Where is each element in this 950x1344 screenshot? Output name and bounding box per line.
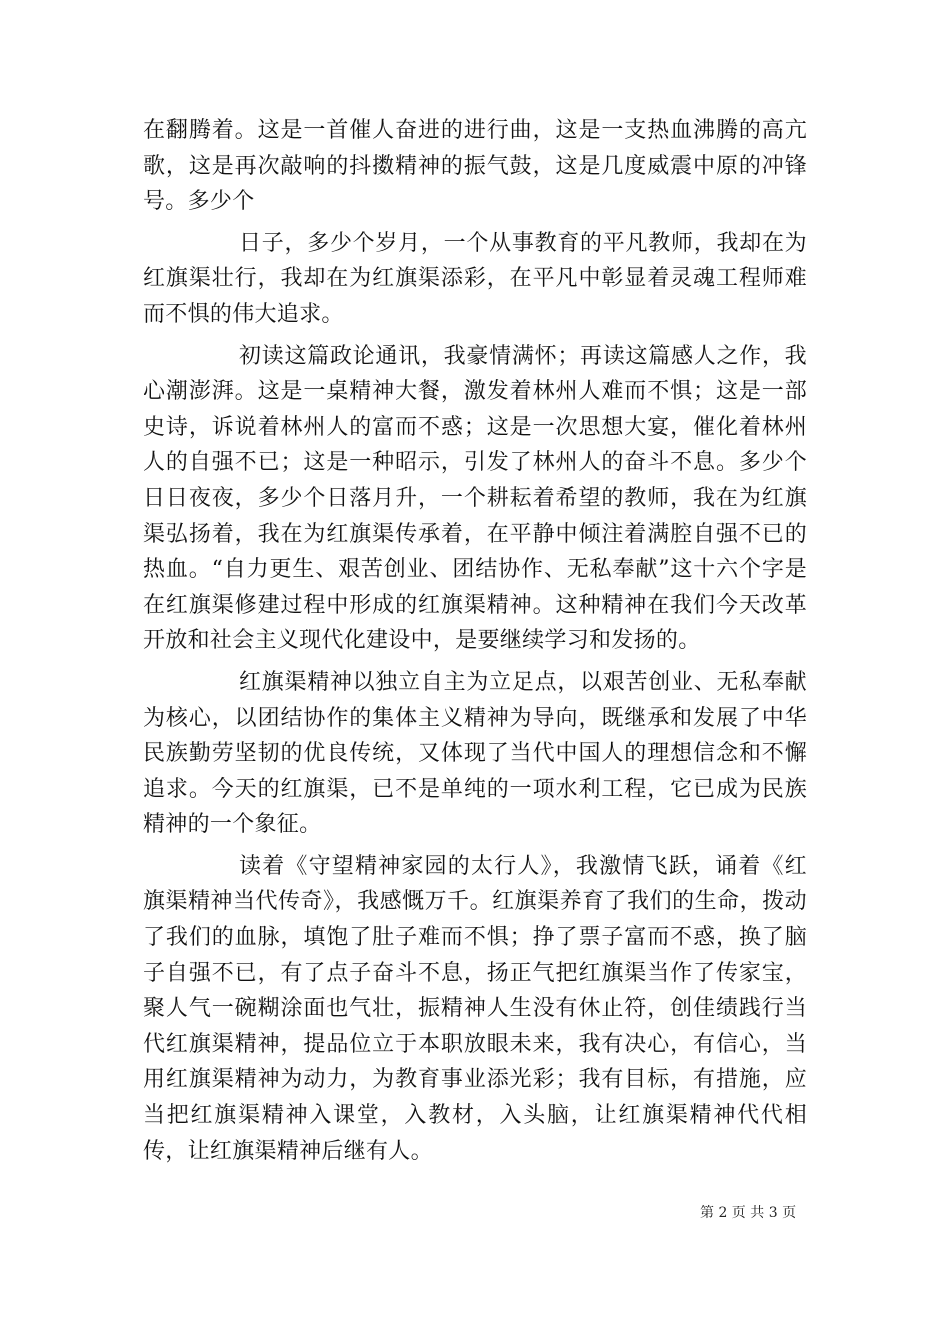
paragraph-first-reading: 初读这篇政论通讯，我豪情满怀；再读这篇感人之作，我心潮澎湃。这是一桌精神大餐，激发着林州人难而不惧；这是一部史诗，诉说着林州人的富而不惑；这是一次思想大宴，催化着林州人的自强不已；这是一种昭示，引发了林州人的奋斗不息。多少个日日夜夜，多少个日落月升，一个耕耘着希望的教师，我在为红旗渠弘扬着，我在为红旗渠传承着，在平静中倾注着满腔自强不已的热血。“自力更生、艰苦创业、团结协作、无私奉献”这十六个字是在红旗渠修建过程中形成的红旗渠精神。这种精神在我们今天改革开放和社会主义现代化建设中，是要继续学习和发扬的。 (143, 343, 807, 654)
paragraph-days-years: 日子，多少个岁月，一个从事教育的平凡教师，我却在为红旗渠壮行，我却在为红旗渠添彩，在平凡中彰显着灵魂工程师难而不惧的伟大追求。 (143, 230, 807, 327)
paragraph-reading-reflection: 读着《守望精神家园的太行人》，我激情飞跃，诵着《红旗渠精神当代传奇》，我感慨万千。红旗渠养育了我们的生命，拨动了我们的血脉，填饱了肚子难而不惧；挣了票子富而不惑，换了脑子自强不已，有了点子奋斗不息，扬正气把红旗渠当作了传家宝，聚人气一碗糊涂面也气壮，振精神人生没有休止符，创佳绩践行当代红旗渠精神，提品位立于本职放眼未来，我有决心，有信心，当用红旗渠精神为动力，为教育事业添光彩；我有目标，有措施，应当把红旗渠精神入课堂，入教材，入头脑，让红旗渠精神代代相传，让红旗渠精神后继有人。 (143, 853, 807, 1164)
page-number-footer: 第 2 页 共 3 页 (700, 1205, 797, 1221)
paragraph-spirit-core: 红旗渠精神以独立自主为立足点，以艰苦创业、无私奉献为核心，以团结协作的集体主义精神为导向，既继承和发展了中华民族勤劳坚韧的优良传统，又体现了当代中国人的理想信念和不懈追求。今天的红旗渠，已不是单纯的一项水利工程，它已成为民族精神的一个象征。 (143, 669, 807, 838)
paragraph-continuation: 在翻腾着。这是一首催人奋进的进行曲，这是一支热血沸腾的高亢歌，这是再次敲响的抖擞精神的振气鼓，这是几度威震中原的冲锋号。多少个 (143, 118, 807, 215)
document-body (143, 113, 807, 1175)
